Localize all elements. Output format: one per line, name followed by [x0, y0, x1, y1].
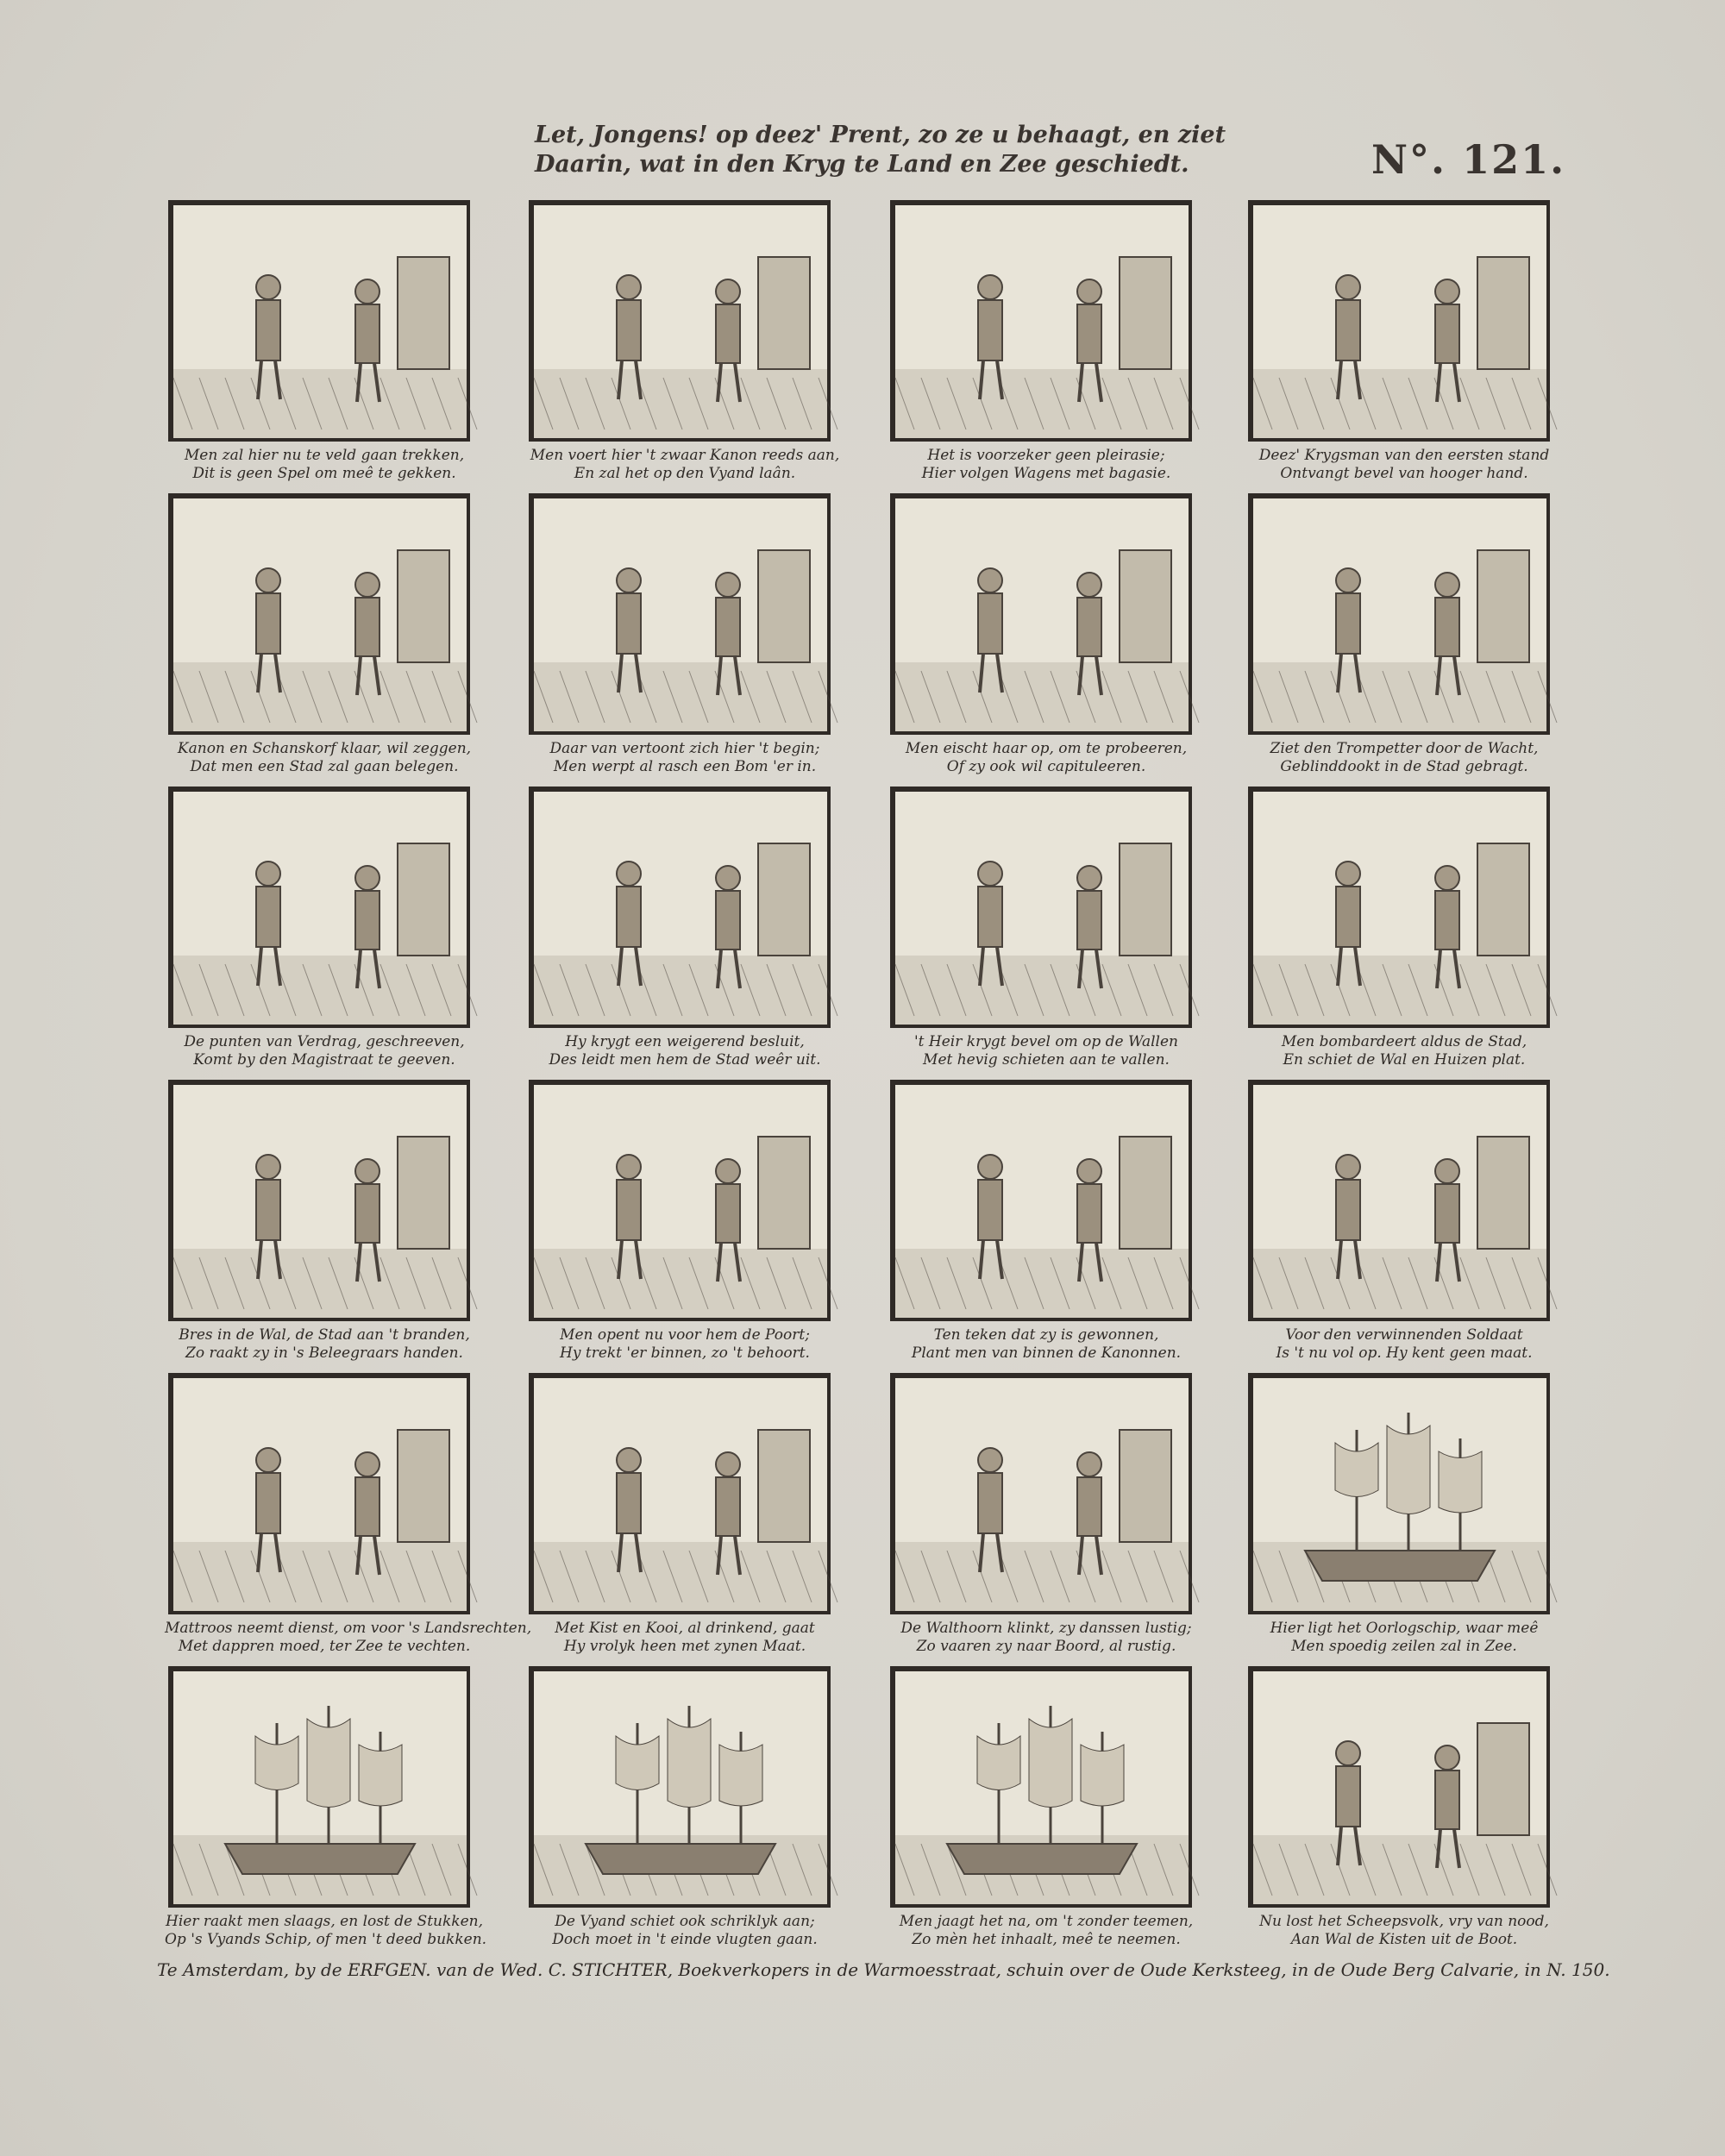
panel — [520, 493, 848, 785]
caption-line-2: Des leidt men hem de Stad weêr uit. — [549, 1051, 821, 1069]
woodcut-illustration — [890, 200, 1192, 442]
caption-line-1: Men bombardeert aldus de Stad, — [1281, 1033, 1527, 1050]
woodcut-illustration — [168, 787, 470, 1028]
caption-line-2: Komt by den Magistraat te geeven. — [193, 1051, 455, 1069]
caption-line-2: Zo vaaren zy naar Boord, al rustig. — [916, 1638, 1176, 1655]
woodcut-illustration — [529, 1666, 831, 1908]
woodcut-illustration — [890, 1373, 1192, 1614]
publisher-imprint: Te Amsterdam, by de ERFGEN. van de Wed. C. STICHTER, Boekverkopers in de Warmoesstraat, schuin over de Oude Kerksteeg, in de Oude Berg Calvarie, in N. 150. — [157, 1959, 1610, 1980]
panel-caption — [165, 740, 484, 776]
panel-caption — [165, 447, 484, 483]
caption-line-2: En schiet de Wal en Huizen plat. — [1283, 1051, 1526, 1069]
caption-line-2: Zo raakt zy in 's Beleegraars handen. — [185, 1344, 463, 1362]
panel-caption — [887, 1326, 1206, 1363]
caption-line-1: Het is voorzeker geen pleirasie; — [927, 447, 1165, 464]
caption-line-2: Hy trekt 'er binnen, zo 't behoort. — [560, 1344, 810, 1362]
caption-line-2: Doch moet in 't einde vlugten gaan. — [552, 1931, 818, 1948]
caption-line-1: Mattroos neemt dienst, om voor 's Landsrechten, — [165, 1620, 532, 1637]
caption-line-1: 't Heir krygt bevel om op de Wallen — [914, 1033, 1178, 1050]
caption-line-1: Kanon en Schanskorf klaar, wil zeggen, — [177, 740, 472, 757]
woodcut-illustration — [529, 787, 831, 1028]
caption-line-1: Men voert hier 't zwaar Kanon reeds aan, — [530, 447, 840, 464]
panel — [881, 493, 1209, 785]
woodcut-illustration — [890, 1080, 1192, 1321]
woodcut-illustration — [529, 1080, 831, 1321]
woodcut-illustration — [890, 1666, 1192, 1908]
panel-caption — [1245, 1033, 1564, 1069]
panel — [881, 787, 1209, 1078]
caption-line-1: Nu lost het Scheepsvolk, vry van nood, — [1259, 1913, 1549, 1930]
panel — [160, 1666, 487, 1958]
caption-line-1: Bres in de Wal, de Stad aan 't branden, — [179, 1326, 470, 1344]
woodcut-illustration — [168, 1080, 470, 1321]
panel — [881, 1666, 1209, 1958]
caption-line-1: Voor den verwinnenden Soldaat — [1285, 1326, 1523, 1344]
panel — [520, 1373, 848, 1664]
title-line-2: Daarin, wat in den Kryg te Land en Zee geschiedt. — [535, 151, 1189, 178]
woodcut-illustration — [168, 1666, 470, 1908]
panel-caption — [525, 1620, 844, 1656]
panel-caption — [165, 1620, 532, 1656]
caption-line-1: Men jaagt het na, om 't zonder teemen, — [899, 1913, 1194, 1930]
caption-line-1: De Vyand schiet ook schriklyk aan; — [555, 1913, 815, 1930]
panel — [520, 200, 848, 492]
panel-caption — [525, 1033, 844, 1069]
woodcut-illustration — [1248, 787, 1550, 1028]
woodcut-illustration — [1248, 1080, 1550, 1321]
caption-line-2: Hy vrolyk heen met zynen Maat. — [563, 1638, 806, 1655]
panel-caption — [887, 447, 1206, 483]
caption-line-2: Ontvangt bevel van hooger hand. — [1280, 465, 1528, 482]
panel-caption — [525, 447, 844, 483]
panel — [160, 1080, 487, 1371]
caption-line-2: Men werpt al rasch een Bom 'er in. — [553, 758, 817, 775]
caption-line-2: Is 't nu vol op. Hy kent geen maat. — [1276, 1344, 1533, 1362]
woodcut-illustration — [529, 200, 831, 442]
caption-line-2: Dat men een Stad zal gaan belegen. — [190, 758, 459, 775]
caption-line-2: Of zy ook wil capituleeren. — [946, 758, 1146, 775]
panel-caption — [1245, 1620, 1564, 1656]
panel — [1239, 493, 1567, 785]
caption-line-2: En zal het op den Vyand laân. — [574, 465, 796, 482]
panel — [160, 787, 487, 1078]
woodcut-illustration — [168, 200, 470, 442]
woodcut-illustration — [1248, 1373, 1550, 1614]
caption-line-2: Hier volgen Wagens met bagasie. — [921, 465, 1171, 482]
caption-line-1: Men opent nu voor hem de Poort; — [560, 1326, 810, 1344]
caption-line-1: Ten teken dat zy is gewonnen, — [933, 1326, 1159, 1344]
caption-line-2: Plant men van binnen de Kanonnen. — [911, 1344, 1182, 1362]
caption-line-2: Met hevig schieten aan te vallen. — [923, 1051, 1170, 1069]
panel — [1239, 1080, 1567, 1371]
caption-line-2: Men spoedig zeilen zal in Zee. — [1291, 1638, 1517, 1655]
caption-line-2: Met dappren moed, ter Zee te vechten. — [178, 1638, 471, 1655]
caption-line-1: Daar van vertoont zich hier 't begin; — [549, 740, 820, 757]
woodcut-illustration — [890, 787, 1192, 1028]
panel-grid — [160, 200, 1557, 1951]
caption-line-1: De Walthoorn klinkt, zy danssen lustig; — [900, 1620, 1192, 1637]
title-line-1: Let, Jongens! op deez' Prent, zo ze u behaagt, en ziet — [535, 122, 1226, 148]
panel-caption — [887, 1913, 1206, 1949]
panel-caption — [525, 740, 844, 776]
panel — [881, 1080, 1209, 1371]
caption-line-1: Hy krygt een weigerend besluit, — [565, 1033, 805, 1050]
panel — [1239, 200, 1567, 492]
woodcut-illustration — [168, 1373, 470, 1614]
panel — [881, 1373, 1209, 1664]
woodcut-illustration — [1248, 493, 1550, 735]
caption-line-1: Met Kist en Kooi, al drinkend, gaat — [555, 1620, 815, 1637]
panel — [520, 1080, 848, 1371]
panel-caption — [887, 1033, 1206, 1069]
caption-line-1: Hier ligt het Oorlogschip, waar meê — [1270, 1620, 1539, 1637]
panel-caption — [165, 1913, 487, 1949]
caption-line-2: Geblinddookt in de Stad gebragt. — [1280, 758, 1528, 775]
panel-caption — [525, 1326, 844, 1363]
panel — [1239, 787, 1567, 1078]
panel — [520, 787, 848, 1078]
woodcut-illustration — [1248, 1666, 1550, 1908]
panel-caption — [525, 1913, 844, 1949]
woodcut-illustration — [529, 493, 831, 735]
caption-line-1: Hier raakt men slaags, en lost de Stukken, — [166, 1913, 483, 1930]
panel — [520, 1666, 848, 1958]
print-number: N°. 121. — [1371, 136, 1566, 183]
woodcut-illustration — [168, 493, 470, 735]
panel — [881, 200, 1209, 492]
woodcut-illustration — [1248, 200, 1550, 442]
panel-caption — [165, 1326, 484, 1363]
panel-caption — [887, 1620, 1206, 1656]
panel-caption — [1245, 740, 1564, 776]
caption-line-1: Deez' Krygsman van den eersten stand — [1258, 447, 1550, 464]
caption-line-1: Ziet den Trompetter door de Wacht, — [1270, 740, 1539, 757]
caption-line-2: Dit is geen Spel om meê te gekken. — [192, 465, 456, 482]
panel-caption — [1245, 1913, 1564, 1949]
print-title — [535, 121, 1226, 179]
panel — [1239, 1666, 1567, 1958]
panel — [160, 493, 487, 785]
caption-line-1: De punten van Verdrag, geschreeven, — [184, 1033, 465, 1050]
panel-caption — [165, 1033, 484, 1069]
caption-line-1: Men eischt haar op, om te probeeren, — [905, 740, 1188, 757]
panel-caption — [1245, 447, 1564, 483]
panel — [160, 1373, 532, 1664]
caption-line-2: Op 's Vyands Schip, of men 't deed bukken. — [165, 1931, 487, 1948]
woodcut-illustration — [890, 493, 1192, 735]
panel — [1239, 1373, 1567, 1664]
panel-caption — [1245, 1326, 1564, 1363]
woodcut-illustration — [529, 1373, 831, 1614]
caption-line-1: Men zal hier nu te veld gaan trekken, — [184, 447, 465, 464]
panel — [160, 200, 487, 492]
caption-line-2: Aan Wal de Kisten uit de Boot. — [1290, 1931, 1518, 1948]
caption-line-2: Zo mèn het inhaalt, meê te neemen. — [912, 1931, 1181, 1948]
panel-caption — [887, 740, 1206, 776]
